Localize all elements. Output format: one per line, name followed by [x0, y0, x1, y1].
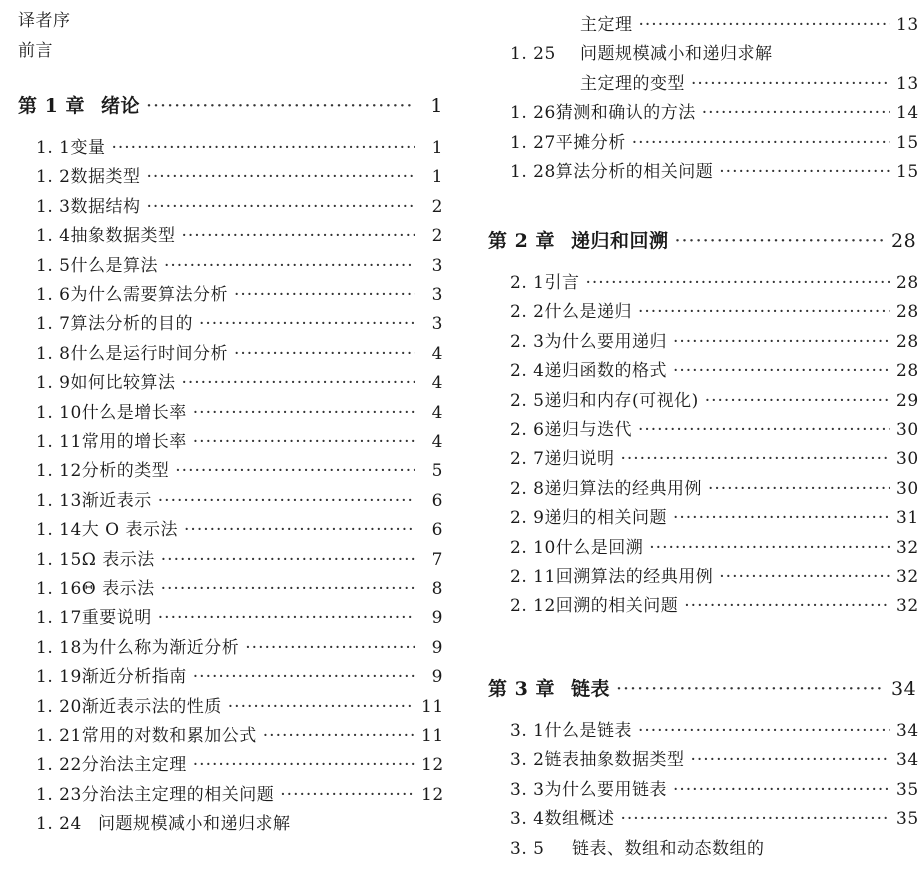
entry-number: 3. 2 — [510, 750, 545, 771]
entry-title: 大 O 表示法 — [81, 520, 179, 541]
toc-entry — [510, 128, 918, 153]
toc-entry — [510, 268, 918, 293]
entry-number: 1. 6 — [36, 285, 71, 305]
entry-number: 1. 12 — [36, 461, 82, 482]
entry-title: 主定理的变型 — [580, 73, 685, 94]
page-number: 2 — [431, 196, 443, 217]
leader-dots — [181, 226, 415, 246]
leader-dots — [181, 373, 415, 393]
entry-title: Θ 表示法 — [81, 579, 155, 599]
page-number: 28 — [896, 331, 919, 352]
leader-dots — [164, 256, 415, 276]
chapter-number: 第 2 章 — [488, 230, 555, 252]
toc-entry — [510, 444, 918, 469]
toc-entry — [36, 309, 443, 334]
toc-front-preface — [18, 36, 53, 61]
toc-entry — [36, 780, 443, 805]
entry-title: 递归和内存(可视化) — [544, 390, 699, 411]
entry-number: 2. 1 — [510, 273, 545, 293]
leader-dots — [199, 314, 415, 334]
leader-dots — [673, 508, 890, 528]
page-number: 28 — [891, 230, 917, 252]
page-number: 32 — [896, 567, 919, 587]
leader-dots — [620, 449, 890, 469]
toc-entry — [510, 716, 918, 741]
toc-entry — [510, 834, 918, 859]
entry-title: 问题规模减小和递归求解 — [98, 814, 291, 835]
leader-dots — [719, 162, 890, 182]
toc-entry — [36, 603, 443, 628]
entry-number: 1. 4 — [36, 226, 71, 247]
toc-entry — [510, 591, 918, 616]
toc-entry — [36, 368, 443, 393]
entry-title: 平摊分析 — [555, 132, 626, 153]
entry-title: 回溯的相关问题 — [555, 596, 679, 617]
entry-number: 2. 5 — [510, 390, 545, 411]
entry-number: 2. 3 — [510, 331, 545, 352]
page-number: 28 — [896, 361, 919, 382]
toc-entry — [36, 280, 443, 305]
page-number: 1 — [431, 167, 443, 188]
leader-dots — [193, 755, 415, 775]
leader-dots — [638, 420, 890, 440]
leader-dots — [585, 273, 890, 293]
leader-dots — [639, 15, 891, 35]
leader-dots — [146, 95, 415, 117]
toc-entry — [510, 745, 918, 770]
entry-number: 1. 20 — [36, 696, 82, 717]
page-number: 11 — [421, 696, 444, 717]
leader-dots — [111, 138, 415, 158]
page-number: 4 — [431, 402, 443, 423]
entry-title: 递归算法的经典用例 — [544, 478, 702, 499]
page-number: 14 — [896, 103, 919, 124]
entry-title: 常用的增长率 — [81, 432, 187, 452]
page-number: 2 — [431, 226, 443, 247]
entry-number: 3. 4 — [510, 809, 545, 830]
entry-number: 1. 15 — [36, 549, 82, 570]
toc-entry — [510, 356, 918, 381]
toc-entry — [510, 804, 918, 829]
toc-entry — [36, 221, 443, 246]
entry-number: 3. 5 — [510, 838, 545, 859]
entry-number: 1. 5 — [36, 255, 71, 276]
page-number: 35 — [896, 809, 919, 830]
leader-dots — [193, 403, 415, 423]
entry-number: 3. 3 — [510, 779, 545, 800]
leader-dots — [674, 230, 885, 252]
toc-entry — [510, 562, 918, 587]
toc-entry — [36, 692, 443, 717]
page-number: 32 — [896, 537, 919, 558]
entry-number: 1. 28 — [510, 162, 556, 182]
leader-dots — [146, 197, 415, 217]
entry-title: 链表抽象数据类型 — [544, 750, 685, 771]
page-number: 29 — [896, 390, 919, 411]
page-number: 5 — [431, 461, 443, 482]
entry-number: 2. 11 — [510, 567, 556, 587]
chapter-title: 递归和回溯 — [570, 230, 669, 252]
page-number: 28 — [896, 273, 919, 293]
page-number: 30 — [896, 420, 919, 440]
toc-chapter-1 — [18, 91, 443, 118]
toc-entry — [510, 775, 918, 800]
entry-title: 数据类型 — [70, 167, 141, 188]
page-number: 28 — [896, 302, 919, 323]
entry-title: 递归说明 — [544, 449, 615, 470]
leader-dots — [193, 432, 415, 452]
entry-number: 1. 16 — [36, 579, 82, 599]
toc-entry — [510, 327, 918, 352]
entry-number: 1. 26 — [510, 103, 556, 124]
entry-title: 数据结构 — [70, 196, 141, 217]
entry-number: 2. 12 — [510, 596, 556, 617]
leader-dots — [638, 721, 890, 741]
page-number: 34 — [891, 678, 917, 700]
entry-title: 分治法主定理的相关问题 — [81, 784, 275, 805]
entry-title: 什么是链表 — [544, 721, 632, 741]
toc-entry — [36, 721, 443, 746]
leader-dots — [158, 491, 415, 511]
toc-entry — [36, 486, 443, 511]
page-number: 4 — [431, 373, 443, 394]
toc-entry — [510, 533, 918, 558]
page-number: 3 — [431, 314, 443, 335]
leader-dots — [673, 361, 890, 381]
page-number: 35 — [896, 779, 919, 800]
toc-entry — [36, 456, 443, 481]
entry-title: 如何比较算法 — [70, 373, 176, 394]
entry-title: 渐近表示 — [81, 490, 152, 511]
toc-front-translator-preface — [18, 6, 71, 31]
toc-entry — [36, 162, 443, 187]
entry-number: 1. 19 — [36, 667, 82, 688]
entry-title: 递归的相关问题 — [544, 508, 667, 529]
page-number: 34 — [896, 721, 919, 741]
toc-entry — [36, 398, 443, 423]
toc-entry — [36, 251, 443, 276]
entry-title: 分析的类型 — [81, 461, 170, 482]
entry-number: 2. 7 — [510, 449, 545, 470]
toc-chapter-2 — [488, 226, 917, 253]
toc-entry — [36, 633, 443, 658]
leader-dots — [719, 567, 890, 587]
entry-title: 什么是回溯 — [555, 537, 644, 558]
entry-number: 1. 9 — [36, 373, 71, 394]
entry-title: 变量 — [70, 138, 106, 158]
entry-number: 2. 6 — [510, 420, 545, 440]
page-number: 13 — [896, 15, 919, 35]
toc-entry — [580, 69, 918, 94]
entry-number: 1. 2 — [36, 167, 71, 188]
entry-title: 链表、数组和动态数组的 — [572, 838, 765, 859]
page-number: 11 — [421, 726, 444, 746]
leader-dots — [708, 479, 890, 499]
page-number: 12 — [421, 755, 444, 776]
page-number: 30 — [896, 478, 919, 499]
toc-entry — [36, 192, 443, 217]
entry-title: 分治法主定理 — [81, 755, 187, 776]
leader-dots — [175, 461, 415, 481]
leader-dots — [280, 785, 415, 805]
leader-dots — [673, 780, 890, 800]
leader-dots — [234, 344, 415, 364]
toc-title: 译者序 — [18, 11, 71, 31]
entry-title: 为什么需要算法分析 — [70, 285, 228, 305]
page-number: 30 — [896, 449, 919, 470]
toc-entry — [36, 574, 443, 599]
leader-dots — [691, 74, 890, 94]
leader-dots — [632, 133, 890, 153]
entry-number: 1. 14 — [36, 520, 82, 541]
entry-title: 什么是算法 — [70, 255, 158, 276]
entry-title: 引言 — [544, 273, 580, 293]
toc-entry — [510, 39, 918, 64]
entry-title: 递归函数的格式 — [544, 361, 667, 382]
entry-title: 渐近表示法的性质 — [81, 696, 222, 717]
toc-chapter-3 — [488, 674, 917, 701]
entry-title: 回溯算法的经典用例 — [555, 567, 714, 587]
chapter-title: 绪论 — [100, 95, 140, 117]
entry-number: 2. 4 — [510, 361, 545, 382]
entry-number: 2. 9 — [510, 508, 545, 529]
toc-entry — [580, 10, 918, 35]
leader-dots — [702, 103, 890, 123]
leader-dots — [673, 332, 890, 352]
entry-title: 什么是增长率 — [81, 402, 187, 423]
toc-entry — [36, 750, 443, 775]
entry-number: 2. 8 — [510, 478, 545, 499]
entry-number: 1. 11 — [36, 432, 82, 452]
leader-dots — [245, 638, 415, 658]
entry-title: 问题规模减小和递归求解 — [580, 44, 773, 65]
leader-dots — [690, 750, 890, 770]
page-number: 13 — [896, 73, 919, 94]
chapter-number: 第 1 章 — [18, 95, 85, 117]
entry-number: 1. 13 — [36, 490, 82, 511]
page-number: 9 — [431, 667, 443, 688]
entry-number: 1. 22 — [36, 755, 82, 776]
toc-entry — [510, 415, 918, 440]
entry-title: 算法分析的目的 — [70, 314, 193, 335]
toc-entry — [510, 474, 918, 499]
entry-number: 3. 1 — [510, 721, 545, 741]
leader-dots — [705, 391, 890, 411]
toc-entry — [36, 662, 443, 687]
toc-entry — [510, 157, 918, 182]
toc-title: 前言 — [18, 41, 53, 61]
toc-entry — [510, 98, 918, 123]
page-number: 6 — [431, 490, 443, 511]
entry-number: 1. 3 — [36, 196, 71, 217]
entry-title: 重要说明 — [81, 608, 152, 629]
page-number: 7 — [431, 549, 443, 570]
entry-title: 主定理 — [580, 15, 633, 35]
toc-entry — [36, 515, 443, 540]
leader-dots — [184, 520, 415, 540]
page-number: 15 — [896, 132, 919, 153]
page-number: 6 — [431, 520, 443, 541]
entry-number: 1. 23 — [36, 784, 82, 805]
entry-title: 猜测和确认的方法 — [555, 103, 696, 124]
chapter-number: 第 3 章 — [488, 678, 555, 700]
toc-entry — [36, 339, 443, 364]
entry-title: 为什么称为渐近分析 — [81, 637, 240, 658]
leader-dots — [263, 726, 415, 746]
entry-number: 1. 21 — [36, 726, 82, 746]
chapter-title: 链表 — [570, 678, 610, 700]
page-number: 15 — [896, 162, 919, 182]
leader-dots — [616, 678, 885, 700]
page-number: 1 — [430, 95, 443, 117]
entry-number: 1. 27 — [510, 132, 556, 153]
entry-number: 1. 24 — [36, 814, 82, 835]
entry-number: 1. 8 — [36, 343, 71, 364]
page-number: 3 — [431, 285, 443, 305]
toc-entry — [510, 297, 918, 322]
entry-title: 递归与迭代 — [544, 420, 632, 440]
entry-number: 1. 1 — [36, 138, 71, 158]
leader-dots — [228, 697, 415, 717]
entry-number: 1. 17 — [36, 608, 82, 629]
leader-dots — [158, 608, 415, 628]
entry-number: 2. 2 — [510, 302, 545, 323]
entry-number: 1. 18 — [36, 637, 82, 658]
page-number: 34 — [896, 750, 919, 771]
toc-entry — [36, 545, 443, 570]
page-number: 4 — [431, 343, 443, 364]
entry-title: 数组概述 — [544, 809, 615, 830]
entry-title: 渐近分析指南 — [81, 667, 187, 688]
leader-dots — [234, 285, 415, 305]
entry-title: 抽象数据类型 — [70, 226, 176, 247]
leader-dots — [638, 302, 890, 322]
page-number: 3 — [431, 255, 443, 276]
entry-number: 2. 10 — [510, 537, 556, 558]
page-number: 4 — [431, 432, 443, 452]
entry-number: 1. 25 — [510, 44, 556, 65]
page-number: 9 — [431, 637, 443, 658]
toc-entry — [36, 133, 443, 158]
leader-dots — [649, 538, 890, 558]
entry-title: 什么是递归 — [544, 302, 632, 323]
page-number: 31 — [896, 508, 919, 529]
entry-title: 什么是运行时间分析 — [70, 343, 228, 364]
entry-title: 为什么要用递归 — [544, 331, 667, 352]
toc-entry — [36, 809, 443, 834]
leader-dots — [161, 550, 415, 570]
entry-number: 1. 10 — [36, 402, 82, 423]
entry-number: 1. 7 — [36, 314, 71, 335]
entry-title: 为什么要用链表 — [544, 779, 667, 800]
page-number: 9 — [431, 608, 443, 629]
toc-entry — [510, 503, 918, 528]
leader-dots — [161, 579, 415, 599]
entry-title: 常用的对数和累加公式 — [81, 726, 257, 746]
page-number: 32 — [896, 596, 919, 617]
page-number: 8 — [431, 579, 443, 599]
entry-title: Ω 表示法 — [81, 549, 155, 570]
page-number: 12 — [421, 784, 444, 805]
toc-entry — [36, 427, 443, 452]
entry-title: 算法分析的相关问题 — [555, 162, 714, 182]
page-number: 1 — [431, 138, 443, 158]
leader-dots — [146, 167, 415, 187]
leader-dots — [620, 809, 890, 829]
leader-dots — [684, 596, 890, 616]
leader-dots — [193, 667, 415, 687]
toc-entry — [510, 386, 918, 411]
